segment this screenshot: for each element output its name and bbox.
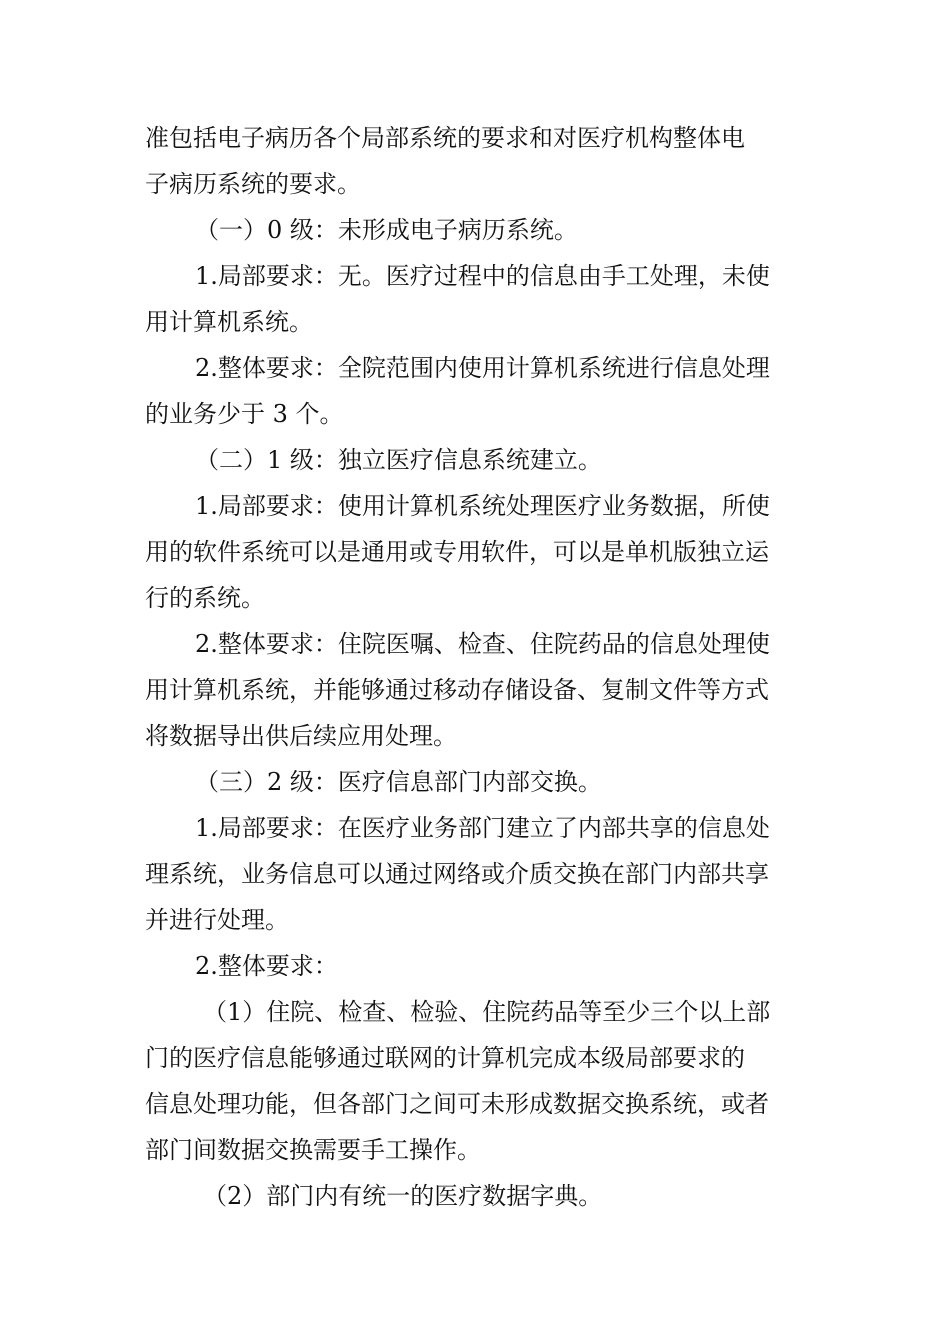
section-heading: （三）2 级：医疗信息部门内部交换。 [195,768,602,796]
text-line: 2.整体要求：住院医嘱、检查、住院药品的信息处理使 [195,630,770,658]
text-line: 1.局部要求：使用计算机系统处理医疗业务数据，所使 [195,492,770,520]
text-line: 理系统，业务信息可以通过网络或介质交换在部门内部共享 [145,860,769,888]
text-line: （2）部门内有统一的医疗数据字典。 [203,1182,603,1210]
text-line: 将数据导出供后续应用处理。 [145,722,457,750]
document-body [145,115,845,1219]
text-line: 用的软件系统可以是通用或专用软件，可以是单机版独立运 [145,538,769,566]
text-line: 行的系统。 [145,584,265,612]
text-line: 2.整体要求： [195,952,338,980]
text-line: 准包括电子病历各个局部系统的要求和对医疗机构整体电 [145,124,745,152]
text-line: 部门间数据交换需要手工操作。 [145,1136,481,1164]
text-line: 用计算机系统。 [145,308,313,336]
text-line: 信息处理功能，但各部门之间可未形成数据交换系统，或者 [145,1090,769,1118]
text-line: 门的医疗信息能够通过联网的计算机完成本级局部要求的 [145,1044,745,1072]
section-heading: （一）0 级：未形成电子病历系统。 [195,216,578,244]
text-line: 子病历系统的要求。 [145,170,361,198]
section-heading: （二）1 级：独立医疗信息系统建立。 [195,446,602,474]
text-line: 的业务少于 3 个。 [145,400,344,428]
text-line: 1.局部要求：在医疗业务部门建立了内部共享的信息处 [195,814,770,842]
text-line: 1.局部要求：无。医疗过程中的信息由手工处理，未使 [195,262,770,290]
text-line: 2.整体要求：全院范围内使用计算机系统进行信息处理 [195,354,770,382]
text-line: 用计算机系统，并能够通过移动存储设备、复制文件等方式 [145,676,769,704]
text-line: （1）住院、检查、检验、住院药品等至少三个以上部 [203,998,771,1026]
text-line: 并进行处理。 [145,906,289,934]
